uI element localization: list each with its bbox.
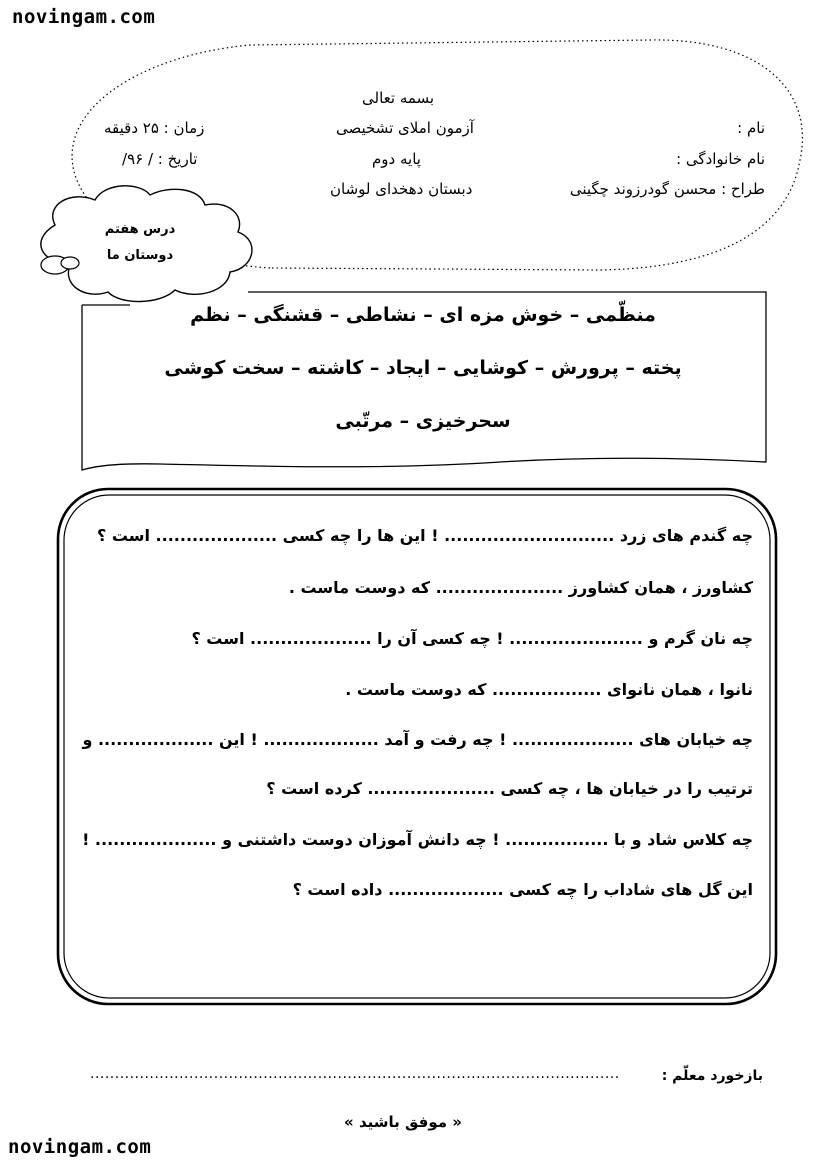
teacher-feedback-field[interactable]: ........................................................................................................... [90,1066,620,1082]
exam-title: آزمون املای تشخیصی [336,119,474,137]
teacher-feedback-label: بازخورد معلّم : [661,1068,763,1084]
lesson-number: درس هفتم [104,222,176,237]
grade: پایه دوم [372,150,421,168]
lesson-title: دوستان ما [106,248,174,263]
exam-date: تاریخ : / ۹۶/ [122,150,198,168]
family-label: نام خانوادگی : [676,150,765,168]
word-row: پخته – پرورش – کوشایی – ایجاد – کاشته – سخت کوشی [164,357,682,379]
site-watermark-top: novingam.com [12,6,156,28]
exercise-line: چه خیابان های .................... ! چه رفت و آمد ................... ! این ................... و [82,730,753,749]
exercise-line: چه کلاس شاد و با ................. ! چه دانش آموزان دوست داشتنی و .................... ! [82,830,753,849]
exercise-line: ترتیب را در خیابان ها ، چه کسی ..................... کرده است ؟ [266,779,753,798]
word-row: سحرخیزی – مرتّبی [335,410,511,432]
name-label: نام : [737,119,765,137]
exercise-line: چه گندم های زرد ............................ ! این ها را چه کسی .................... است ؟ [96,526,753,545]
good-luck-message: « موفق باشید » [344,1113,462,1131]
word-row: منظّمی – خوش مزه ای – نشاطی – قشنگی – نظم [190,304,656,326]
school-name: دبستان دهخدای لوشان [330,180,473,198]
lesson-cloud-icon [41,186,252,302]
exercise-line: نانوا ، همان نانوای .................. که دوست ماست . [345,680,753,699]
exercise-line: کشاورز ، همان کشاورز ..................... که دوست ماست . [288,578,753,597]
designer: طراح : محسن گودرزوند چگینی [569,180,765,198]
exam-time: زمان : ۲۵ دقیقه [104,119,205,137]
exercise-line: چه نان گرم و ...................... ! چه کسی آن را .................... است ؟ [191,629,753,648]
basmala: بسمه تعالی [362,89,435,107]
site-watermark-bottom: novingam.com [8,1136,152,1158]
exercise-line: این گل های شاداب را چه کسی ................... داده است ؟ [292,880,753,899]
